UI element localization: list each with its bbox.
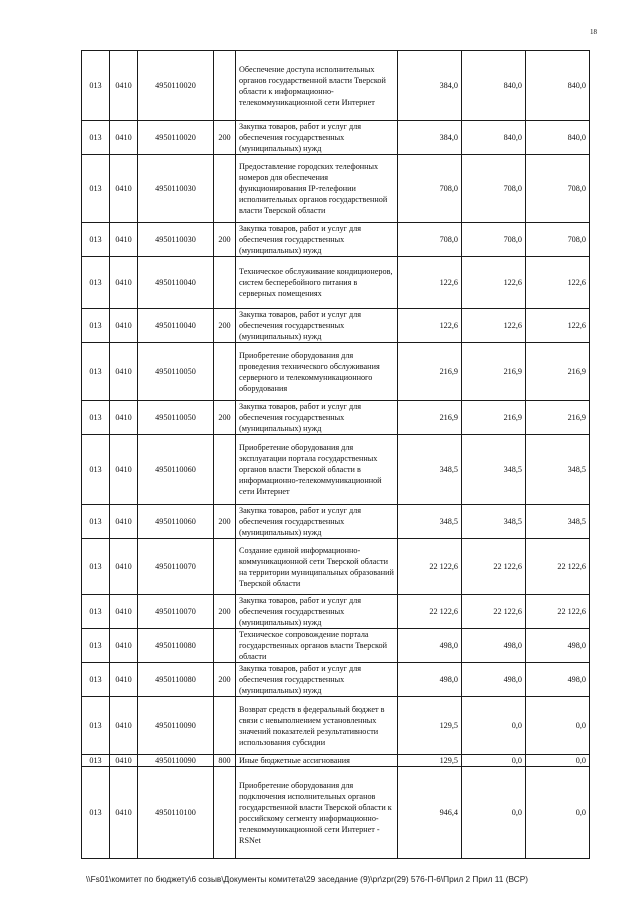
- amount-year-2-cell: 498,0: [462, 629, 526, 663]
- code-target-cell: 4950110090: [138, 697, 214, 755]
- code-target-cell: 4950110100: [138, 767, 214, 859]
- code-section-cell: 0410: [110, 663, 138, 697]
- amount-year-3-cell: 22 122,6: [526, 595, 590, 629]
- code-target-cell: 4950110080: [138, 663, 214, 697]
- amount-year-3-cell: 0,0: [526, 697, 590, 755]
- description-cell: Приобретение оборудования для эксплуатации портала государственных органов власти Тверской области в информационно-телекоммуникационной сети Интернет: [236, 435, 398, 505]
- code-section-cell: 0410: [110, 223, 138, 257]
- amount-year-3-cell: 348,5: [526, 505, 590, 539]
- amount-year-3-cell: 0,0: [526, 755, 590, 767]
- amount-year-3-cell: 216,9: [526, 401, 590, 435]
- description-cell: Закупка товаров, работ и услуг для обеспечения государственных (муниципальных) нужд: [236, 663, 398, 697]
- code-section-cell: 0410: [110, 755, 138, 767]
- code-expense-type-cell: [214, 539, 236, 595]
- amount-year-1-cell: 498,0: [398, 629, 462, 663]
- amount-year-3-cell: 0,0: [526, 767, 590, 859]
- code-expense-type-cell: 200: [214, 309, 236, 343]
- code-expense-type-cell: [214, 435, 236, 505]
- amount-year-2-cell: 840,0: [462, 51, 526, 121]
- code-section-cell: 0410: [110, 435, 138, 505]
- code-target-cell: 4950110090: [138, 755, 214, 767]
- amount-year-2-cell: 348,5: [462, 505, 526, 539]
- amount-year-2-cell: 498,0: [462, 663, 526, 697]
- code-admin-cell: 013: [82, 51, 110, 121]
- budget-table: [81, 50, 590, 859]
- code-target-cell: 4950110050: [138, 401, 214, 435]
- description-cell: Предоставление городских телефонных номеров для обеспечения функционирования IP-телефонии исполнительных органов государственной власти Тверской области: [236, 155, 398, 223]
- amount-year-1-cell: 216,9: [398, 343, 462, 401]
- page-number: 18: [590, 28, 597, 36]
- table-row: [82, 755, 590, 767]
- amount-year-1-cell: 348,5: [398, 505, 462, 539]
- code-section-cell: 0410: [110, 401, 138, 435]
- table-row: [82, 343, 590, 401]
- amount-year-1-cell: 708,0: [398, 155, 462, 223]
- amount-year-1-cell: 946,4: [398, 767, 462, 859]
- amount-year-2-cell: 840,0: [462, 121, 526, 155]
- code-section-cell: 0410: [110, 595, 138, 629]
- code-target-cell: 4950110070: [138, 595, 214, 629]
- code-target-cell: 4950110060: [138, 505, 214, 539]
- amount-year-1-cell: 122,6: [398, 309, 462, 343]
- code-expense-type-cell: 200: [214, 121, 236, 155]
- code-section-cell: 0410: [110, 343, 138, 401]
- table-row: [82, 223, 590, 257]
- code-admin-cell: 013: [82, 309, 110, 343]
- amount-year-2-cell: 216,9: [462, 401, 526, 435]
- code-expense-type-cell: 200: [214, 595, 236, 629]
- code-target-cell: 4950110020: [138, 51, 214, 121]
- table-row: [82, 767, 590, 859]
- amount-year-2-cell: 708,0: [462, 155, 526, 223]
- table-row: [82, 51, 590, 121]
- code-target-cell: 4950110040: [138, 257, 214, 309]
- amount-year-3-cell: 22 122,6: [526, 539, 590, 595]
- amount-year-1-cell: 348,5: [398, 435, 462, 505]
- amount-year-3-cell: 840,0: [526, 51, 590, 121]
- code-section-cell: 0410: [110, 697, 138, 755]
- code-expense-type-cell: 200: [214, 401, 236, 435]
- code-target-cell: 4950110030: [138, 155, 214, 223]
- amount-year-1-cell: 122,6: [398, 257, 462, 309]
- amount-year-1-cell: 384,0: [398, 121, 462, 155]
- description-cell: Техническое сопровождение портала государственных органов власти Тверской области: [236, 629, 398, 663]
- file-path-footer: \\Fs01\комитет по бюджету\6 созыв\Документы комитета\29 заседание (9)\pr\zpr(29) 576-П-6\Прил 2 Прил 11 (ВСР): [86, 874, 529, 884]
- code-section-cell: 0410: [110, 539, 138, 595]
- code-admin-cell: 013: [82, 257, 110, 309]
- table-row: [82, 121, 590, 155]
- code-admin-cell: 013: [82, 697, 110, 755]
- description-cell: Приобретение оборудования для подключения исполнительных органов государственной власти Тверской области к российскому сегменту информационно-телекоммуникационной сети Интернет - RSNet: [236, 767, 398, 859]
- amount-year-2-cell: 0,0: [462, 767, 526, 859]
- amount-year-1-cell: 22 122,6: [398, 595, 462, 629]
- amount-year-2-cell: 122,6: [462, 309, 526, 343]
- table-row: [82, 401, 590, 435]
- amount-year-2-cell: 0,0: [462, 755, 526, 767]
- code-expense-type-cell: 800: [214, 755, 236, 767]
- amount-year-1-cell: 129,5: [398, 755, 462, 767]
- description-cell: Закупка товаров, работ и услуг для обеспечения государственных (муниципальных) нужд: [236, 309, 398, 343]
- description-cell: Приобретение оборудования для проведения технического обслуживания серверного и телекоммуникационного оборудования: [236, 343, 398, 401]
- code-admin-cell: 013: [82, 435, 110, 505]
- code-admin-cell: 013: [82, 767, 110, 859]
- code-expense-type-cell: 200: [214, 223, 236, 257]
- description-cell: Закупка товаров, работ и услуг для обеспечения государственных (муниципальных) нужд: [236, 223, 398, 257]
- code-section-cell: 0410: [110, 51, 138, 121]
- code-section-cell: 0410: [110, 767, 138, 859]
- table-row: [82, 663, 590, 697]
- description-cell: Закупка товаров, работ и услуг для обеспечения государственных (муниципальных) нужд: [236, 401, 398, 435]
- description-cell: Иные бюджетные ассигнования: [236, 755, 398, 767]
- amount-year-1-cell: 708,0: [398, 223, 462, 257]
- code-admin-cell: 013: [82, 401, 110, 435]
- code-target-cell: 4950110080: [138, 629, 214, 663]
- code-admin-cell: 013: [82, 539, 110, 595]
- amount-year-3-cell: 708,0: [526, 155, 590, 223]
- code-section-cell: 0410: [110, 309, 138, 343]
- amount-year-3-cell: 122,6: [526, 257, 590, 309]
- table-row: [82, 257, 590, 309]
- table-row: [82, 435, 590, 505]
- amount-year-2-cell: 122,6: [462, 257, 526, 309]
- amount-year-2-cell: 708,0: [462, 223, 526, 257]
- code-target-cell: 4950110070: [138, 539, 214, 595]
- table-row: [82, 697, 590, 755]
- code-expense-type-cell: [214, 257, 236, 309]
- amount-year-3-cell: 840,0: [526, 121, 590, 155]
- code-target-cell: 4950110050: [138, 343, 214, 401]
- code-admin-cell: 013: [82, 155, 110, 223]
- code-admin-cell: 013: [82, 755, 110, 767]
- amount-year-2-cell: 216,9: [462, 343, 526, 401]
- code-admin-cell: 013: [82, 505, 110, 539]
- amount-year-3-cell: 122,6: [526, 309, 590, 343]
- description-cell: Обеспечение доступа исполнительных органов государственной власти Тверской области к информационно-телекоммуникационной сети Интернет: [236, 51, 398, 121]
- code-expense-type-cell: [214, 343, 236, 401]
- amount-year-1-cell: 22 122,6: [398, 539, 462, 595]
- description-cell: Техническое обслуживание кондиционеров, систем бесперебойного питания в серверных помещениях: [236, 257, 398, 309]
- table-row: [82, 309, 590, 343]
- amount-year-2-cell: 0,0: [462, 697, 526, 755]
- code-target-cell: 4950110060: [138, 435, 214, 505]
- code-expense-type-cell: 200: [214, 663, 236, 697]
- code-admin-cell: 013: [82, 121, 110, 155]
- table-row: [82, 505, 590, 539]
- description-cell: Создание единой информационно-коммуникационной сети Тверской области на территории муниципальных образований Тверской области: [236, 539, 398, 595]
- description-cell: Закупка товаров, работ и услуг для обеспечения государственных (муниципальных) нужд: [236, 121, 398, 155]
- code-section-cell: 0410: [110, 121, 138, 155]
- table-row: [82, 539, 590, 595]
- amount-year-2-cell: 22 122,6: [462, 595, 526, 629]
- code-admin-cell: 013: [82, 629, 110, 663]
- amount-year-1-cell: 216,9: [398, 401, 462, 435]
- code-admin-cell: 013: [82, 223, 110, 257]
- amount-year-3-cell: 708,0: [526, 223, 590, 257]
- code-expense-type-cell: [214, 767, 236, 859]
- code-section-cell: 0410: [110, 155, 138, 223]
- code-section-cell: 0410: [110, 257, 138, 309]
- amount-year-3-cell: 348,5: [526, 435, 590, 505]
- amount-year-1-cell: 384,0: [398, 51, 462, 121]
- amount-year-3-cell: 498,0: [526, 663, 590, 697]
- code-target-cell: 4950110040: [138, 309, 214, 343]
- amount-year-1-cell: 129,5: [398, 697, 462, 755]
- code-expense-type-cell: 200: [214, 505, 236, 539]
- amount-year-3-cell: 216,9: [526, 343, 590, 401]
- code-expense-type-cell: [214, 629, 236, 663]
- amount-year-2-cell: 348,5: [462, 435, 526, 505]
- table-row: [82, 595, 590, 629]
- amount-year-2-cell: 22 122,6: [462, 539, 526, 595]
- amount-year-3-cell: 498,0: [526, 629, 590, 663]
- table-row: [82, 155, 590, 223]
- description-cell: Закупка товаров, работ и услуг для обеспечения государственных (муниципальных) нужд: [236, 595, 398, 629]
- table-row: [82, 629, 590, 663]
- description-cell: Закупка товаров, работ и услуг для обеспечения государственных (муниципальных) нужд: [236, 505, 398, 539]
- code-admin-cell: 013: [82, 663, 110, 697]
- code-expense-type-cell: [214, 155, 236, 223]
- code-target-cell: 4950110020: [138, 121, 214, 155]
- code-expense-type-cell: [214, 51, 236, 121]
- code-section-cell: 0410: [110, 505, 138, 539]
- code-admin-cell: 013: [82, 595, 110, 629]
- code-admin-cell: 013: [82, 343, 110, 401]
- amount-year-1-cell: 498,0: [398, 663, 462, 697]
- description-cell: Возврат средств в федеральный бюджет в связи с невыполнением установленных значений показателей результативности использования субсидии: [236, 697, 398, 755]
- code-expense-type-cell: [214, 697, 236, 755]
- code-section-cell: 0410: [110, 629, 138, 663]
- code-target-cell: 4950110030: [138, 223, 214, 257]
